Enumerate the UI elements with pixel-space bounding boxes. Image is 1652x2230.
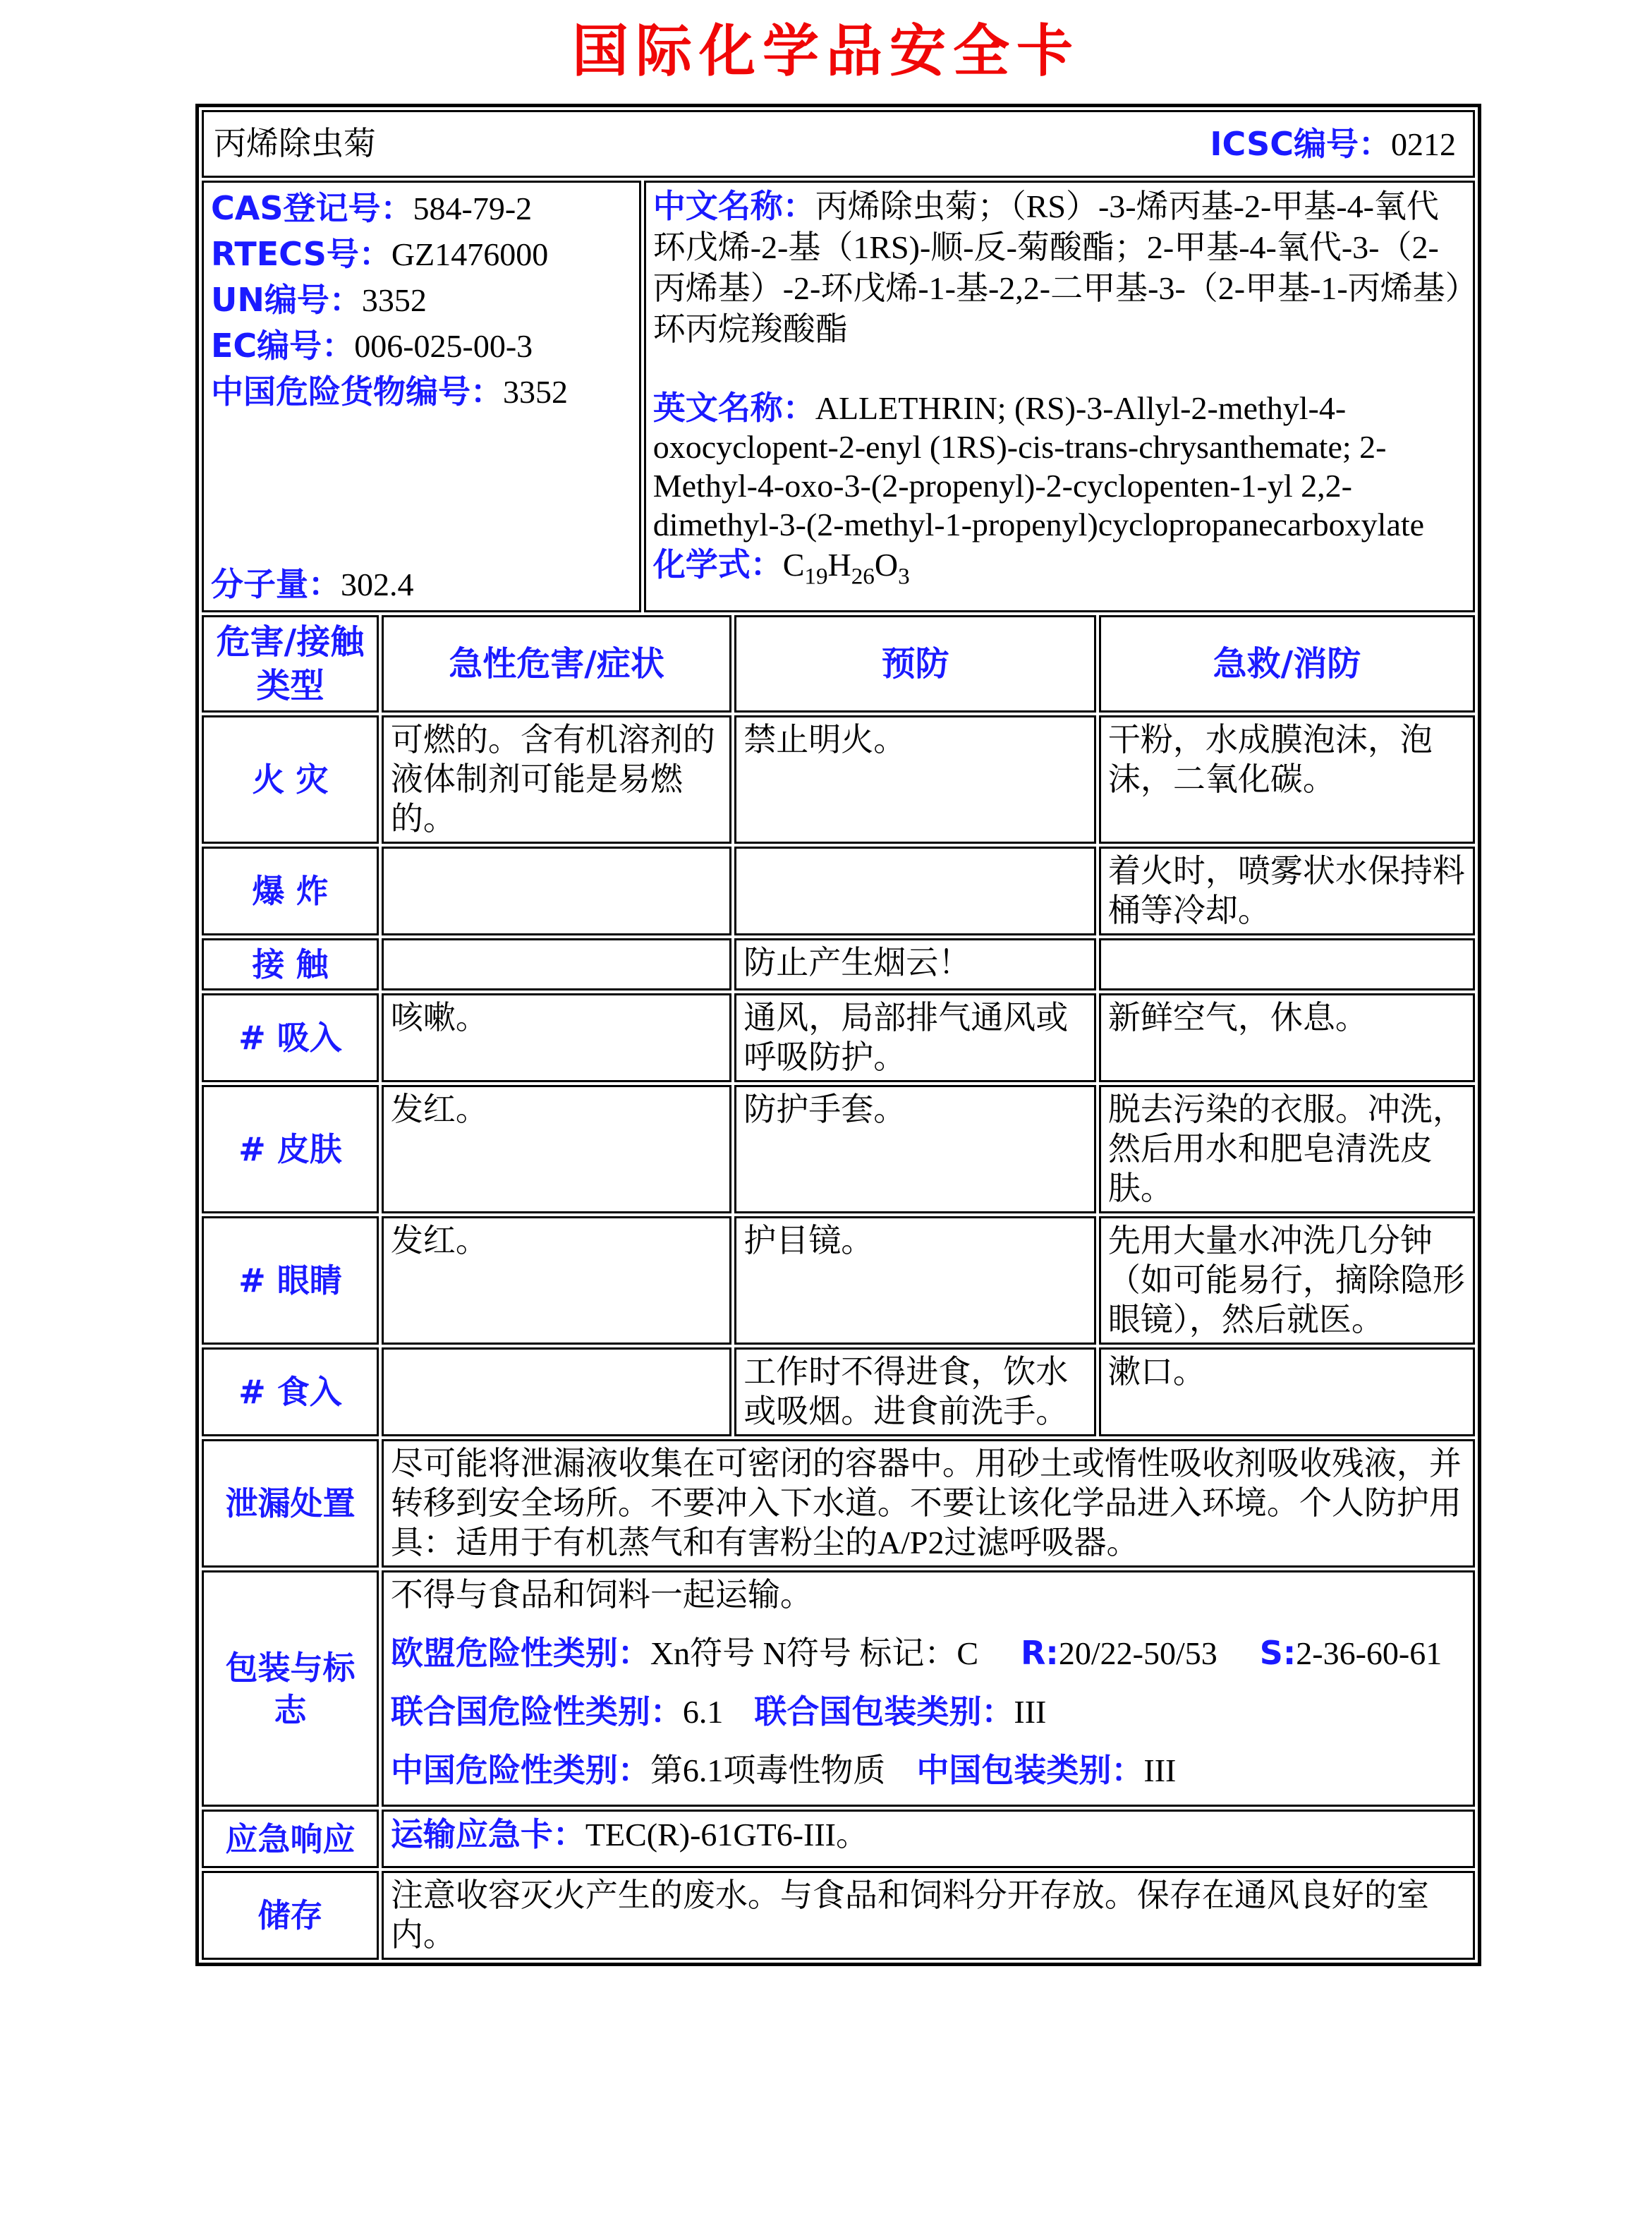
s-phrases-value: 2-36-60-61 — [1296, 1635, 1443, 1671]
un-value: 3352 — [361, 282, 427, 318]
china-packing-group-value: III — [1143, 1752, 1177, 1788]
china-class-label: 中国危险性类别： — [390, 1751, 650, 1789]
header-first-aid: 急救/消防 — [1099, 615, 1475, 713]
row-label-skin: # 皮肤 — [202, 1085, 379, 1213]
english-name-paragraph — [653, 389, 1466, 544]
un-number — [211, 277, 632, 323]
name-icsc-cell — [202, 110, 1475, 178]
emergency-response-row — [202, 1810, 1475, 1868]
china-dg-value: 3352 — [503, 374, 568, 410]
formula-label: 化学式： — [652, 545, 783, 583]
inhalation-symptoms: 咳嗽。 — [382, 993, 731, 1082]
row-label-contact: 接 触 — [202, 938, 379, 990]
name-row — [202, 110, 1475, 178]
row-label-explosion: 爆 炸 — [202, 847, 379, 935]
contact-symptoms — [382, 938, 731, 990]
formula-h: H — [827, 547, 851, 583]
icsc-number — [1210, 124, 1456, 164]
packaging-row — [202, 1570, 1475, 1807]
molecular-weight-value: 302.4 — [341, 566, 414, 602]
table-row-inhalation — [202, 993, 1475, 1082]
china-class-value: 第6.1项毒性物质 — [650, 1752, 886, 1788]
skin-first-aid: 脱去污染的衣服。冲洗，然后用水和肥皂清洗皮肤。 — [1099, 1085, 1475, 1213]
chemical-name: 丙烯除虫菊 — [214, 126, 376, 162]
table-row-ingestion — [202, 1347, 1475, 1436]
eu-hazard-class-line — [391, 1633, 1466, 1673]
safety-card — [195, 104, 1481, 1966]
spill-disposal-row — [202, 1439, 1475, 1568]
cas-value: 584-79-2 — [413, 190, 533, 226]
chinese-name-label: 中文名称： — [652, 187, 815, 225]
names-cell — [644, 181, 1475, 612]
row-label-eyes: # 眼睛 — [202, 1216, 379, 1345]
inhalation-prevention: 通风，局部排气通风或呼吸防护。 — [734, 993, 1096, 1082]
rtecs-number — [211, 231, 632, 277]
china-packing-group-label: 中国包装类别： — [916, 1751, 1144, 1789]
inhalation-first-aid: 新鲜空气，休息。 — [1099, 993, 1475, 1082]
china-dg-label: 中国危险货物编号： — [211, 372, 503, 411]
cas-number — [211, 186, 632, 231]
emergency-response-label: 应急响应 — [202, 1810, 379, 1868]
header-hazard-type: 危害/接触类型 — [202, 615, 379, 713]
ingestion-symptoms — [382, 1347, 731, 1436]
row-label-ingestion: # 食入 — [202, 1347, 379, 1436]
table-row-explosion — [202, 847, 1475, 935]
table-row-eyes — [202, 1216, 1475, 1345]
registry-numbers-cell — [202, 181, 641, 612]
chemical-formula — [652, 545, 1466, 590]
table-row-fire — [202, 715, 1475, 844]
r-phrases-value: 20/22-50/53 — [1058, 1635, 1217, 1671]
explosion-symptoms — [382, 847, 731, 935]
un-class-line — [391, 1692, 1466, 1732]
chinese-name-text: 丙烯除虫菊；（RS）-3-烯丙基-2-甲基-4-氧代环戊烯-2-基（1RS)-顺-反-菊酸酯；2-甲基-4-氧代-3-（2-丙烯基）-2-环戊烯-1-基-2,2-二甲基-3-（2-甲基-1-丙烯基）环丙烷羧酸酯 — [652, 188, 1462, 347]
hazard-header-row — [202, 615, 1475, 713]
row-label-fire: 火 灾 — [202, 715, 379, 844]
emergency-response-content — [382, 1810, 1475, 1868]
rtecs-value: GZ1476000 — [391, 236, 549, 272]
eyes-symptoms: 发红。 — [382, 1216, 731, 1345]
r-phrases-label: R: — [1021, 1634, 1059, 1672]
storage-text: 注意收容灭火产生的废水。与食品和饲料分开存放。保存在通风良好的室内。 — [382, 1871, 1475, 1960]
molecular-weight-label: 分子量： — [211, 565, 341, 603]
ec-number — [211, 323, 632, 369]
fire-symptoms: 可燃的。含有机溶剂的液体制剂可能是易燃的。 — [382, 715, 731, 844]
china-class-line — [391, 1750, 1466, 1790]
chinese-name-paragraph — [653, 186, 1466, 350]
molecular-weight — [211, 562, 632, 607]
spill-disposal-text: 尽可能将泄漏液收集在可密闭的容器中。用砂土或惰性吸收剂吸收残液，并转移到安全场所。不要冲入下水道。不要让该化学品进入环境。个人防护用具：适用于有机蒸气和有害粉尘的A/P2过滤呼吸器。 — [382, 1439, 1475, 1568]
row-label-inhalation: # 吸入 — [202, 993, 379, 1082]
transport-emergency-card-value: TEC(R)-61GT6-III。 — [585, 1817, 868, 1853]
table-row-skin — [202, 1085, 1475, 1213]
fire-first-aid: 干粉，水成膜泡沫，泡沫，二氧化碳。 — [1099, 715, 1475, 844]
china-dg-number — [211, 369, 632, 415]
packaging-label: 包装与标志 — [202, 1570, 379, 1807]
un-class-label: 联合国危险性类别： — [390, 1692, 683, 1731]
icsc-label: ICSC编号： — [1210, 124, 1391, 163]
formula-h-sub: 26 — [851, 563, 875, 590]
explosion-first-aid: 着火时，喷雾状水保持料桶等冷却。 — [1099, 847, 1475, 935]
explosion-prevention — [734, 847, 1096, 935]
eu-hazard-class-value: Xn符号 N符号 标记：C — [650, 1635, 979, 1671]
header-prevention: 预防 — [734, 615, 1096, 713]
english-name-label: 英文名称： — [652, 389, 815, 427]
s-phrases-label: S: — [1259, 1634, 1296, 1672]
rtecs-label: RTECS号： — [211, 235, 391, 273]
registry-number-list — [211, 186, 632, 415]
eu-hazard-class-label: 欧盟危险性类别： — [390, 1634, 650, 1672]
contact-first-aid — [1099, 938, 1475, 990]
eyes-first-aid: 先用大量水冲洗几分钟（如可能易行，摘除隐形眼镜），然后就医。 — [1099, 1216, 1475, 1345]
spill-disposal-label: 泄漏处置 — [202, 1439, 379, 1568]
english-name-text: ALLETHRIN; (RS)-3-Allyl-2-methyl-4-oxocyclopent-2-enyl (1RS)-cis-trans-chrysanthemate; 2-Methyl-4-oxo-3-(2-propenyl)-2-cyclopenten-1-yl 2,2-dimethyl-3-(2-methyl-1-propenyl)cyclopropanecarboxylate — [652, 390, 1425, 543]
identity-row — [202, 181, 1475, 612]
packaging-transport-note: 不得与食品和饲料一起运输。 — [390, 1577, 813, 1613]
ingestion-first-aid: 漱口。 — [1099, 1347, 1475, 1436]
transport-emergency-card-label: 运输应急卡： — [390, 1815, 585, 1853]
fire-prevention: 禁止明火。 — [734, 715, 1096, 844]
storage-label: 储存 — [202, 1871, 379, 1960]
eyes-prevention: 护目镜。 — [734, 1216, 1096, 1345]
skin-prevention: 防护手套。 — [734, 1085, 1096, 1213]
ec-value: 006-025-00-3 — [354, 328, 533, 364]
page-title: 国际化学品安全卡 — [572, 18, 1080, 84]
ec-label: EC编号： — [211, 327, 355, 365]
ingestion-prevention: 工作时不得进食，饮水或吸烟。进食前洗手。 — [734, 1347, 1096, 1436]
icsc-value: 0212 — [1391, 126, 1456, 162]
formula-o: O — [874, 547, 899, 583]
header-acute-symptoms: 急性危害/症状 — [382, 615, 731, 713]
skin-symptoms: 发红。 — [382, 1085, 731, 1213]
un-label: UN编号： — [211, 281, 362, 319]
formula-o-sub: 3 — [898, 563, 910, 590]
un-class-value: 6.1 — [682, 1694, 724, 1730]
cas-label: CAS登记号： — [211, 189, 413, 227]
un-packing-group-value: III — [1014, 1694, 1047, 1730]
table-row-contact — [202, 938, 1475, 990]
formula-c: C — [782, 547, 805, 583]
storage-row — [202, 1871, 1475, 1960]
un-packing-group-label: 联合国包装类别： — [754, 1692, 1014, 1731]
contact-prevention: 防止产生烟云！ — [734, 938, 1096, 990]
formula-c-sub: 19 — [804, 563, 828, 590]
packaging-content — [382, 1570, 1475, 1807]
